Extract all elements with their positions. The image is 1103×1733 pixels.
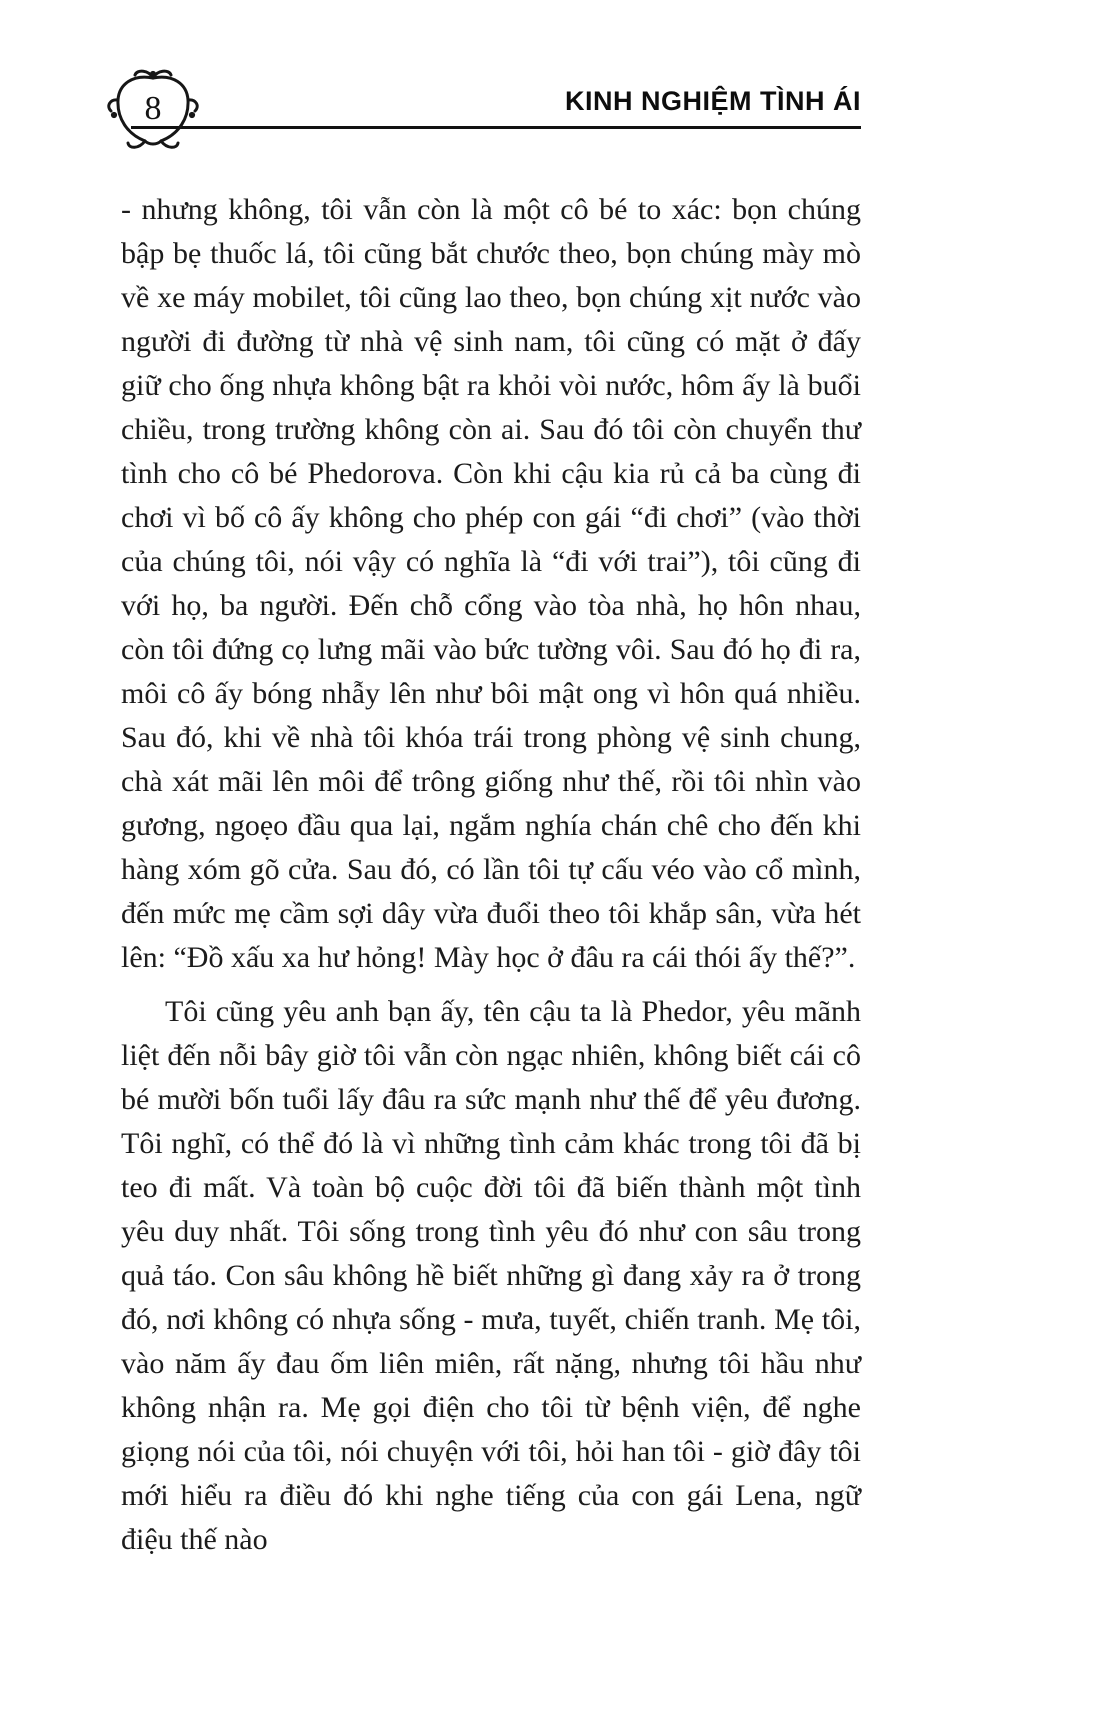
page-header bbox=[121, 70, 861, 172]
running-header-title: KINH NGHIỆM TÌNH ÁI bbox=[565, 86, 861, 116]
paragraph-2: Tôi cũng yêu anh bạn ấy, tên cậu ta là Phedor, yêu mãnh liệt đến nỗi bây giờ tôi vẫn còn ngạc nhiên, không biết cái cô bé mười bốn tuổi lấy đâu ra sức mạnh như thế để yêu đương. Tôi nghĩ, có thể đó là vì những tình cảm khác trong tôi đã bị teo đi mất. Và toàn bộ cuộc đời tôi đã biến thành một tình yêu duy nhất. Tôi sống trong tình yêu đó như con sâu trong quả táo. Con sâu không hề biết những gì đang xảy ra ở trong đó, nơi không có nhựa sống - mưa, tuyết, chiến tranh. Mẹ tôi, vào năm ấy đau ốm liên miên, rất nặng, nhưng tôi hầu như không nhận ra. Mẹ gọi điện cho tôi từ bệnh viện, để nghe giọng nói của tôi, nói chuyện với tôi, hỏi han tôi - giờ đây tôi mới hiểu ra điều đó khi nghe tiếng của con gái Lena, ngữ điệu thế nào bbox=[121, 995, 861, 1556]
paragraph-1: - nhưng không, tôi vẫn còn là một cô bé to xác: bọn chúng bập bẹ thuốc lá, tôi cũng bắt chước theo, bọn chúng mày mò về xe máy mobilet, tôi cũng lao theo, bọn chúng xịt nước vào người đi đường từ nhà vệ sinh nam, tôi cũng có mặt ở đấy giữ cho ống nhựa không bật ra khỏi vòi nước, hôm ấy là buổi chiều, trong trường không còn ai. Sau đó tôi còn chuyển thư tình cho cô bé Phedorova. Còn khi cậu kia rủ cả ba cùng đi chơi vì bố cô ấy không cho phép con gái “đi chơi” (vào thời của chúng tôi, nói vậy có nghĩa là “đi với trai”), tôi cũng đi với họ, ba người. Đến chỗ cổng vào tòa nhà, họ hôn nhau, còn tôi đứng cọ lưng mãi vào bức tường vôi. Sau đó họ đi ra, môi cô ấy bóng nhẫy lên như bôi mật ong vì hôn quá nhiều. Sau đó, khi về nhà tôi khóa trái trong phòng vệ sinh chung, chà xát mãi lên môi để trông giống như thế, rồi tôi nhìn vào gương, ngoẹo đầu qua lại, ngắm nghía chán chê cho đến khi hàng xóm gõ cửa. Sau đó, có lần tôi tự cấu véo vào cổ mình, đến mức mẹ cầm sợi dây vừa đuổi theo tôi khắp sân, vừa hét lên: “Đồ xấu xa hư hỏng! Mày học ở đâu ra cái thói ấy thế?”. bbox=[121, 193, 861, 974]
header-rule bbox=[131, 126, 861, 129]
page-content bbox=[121, 70, 861, 1562]
page-body bbox=[121, 188, 861, 1562]
page-number: 8 bbox=[144, 90, 162, 127]
page-number-ornament bbox=[105, 68, 201, 154]
